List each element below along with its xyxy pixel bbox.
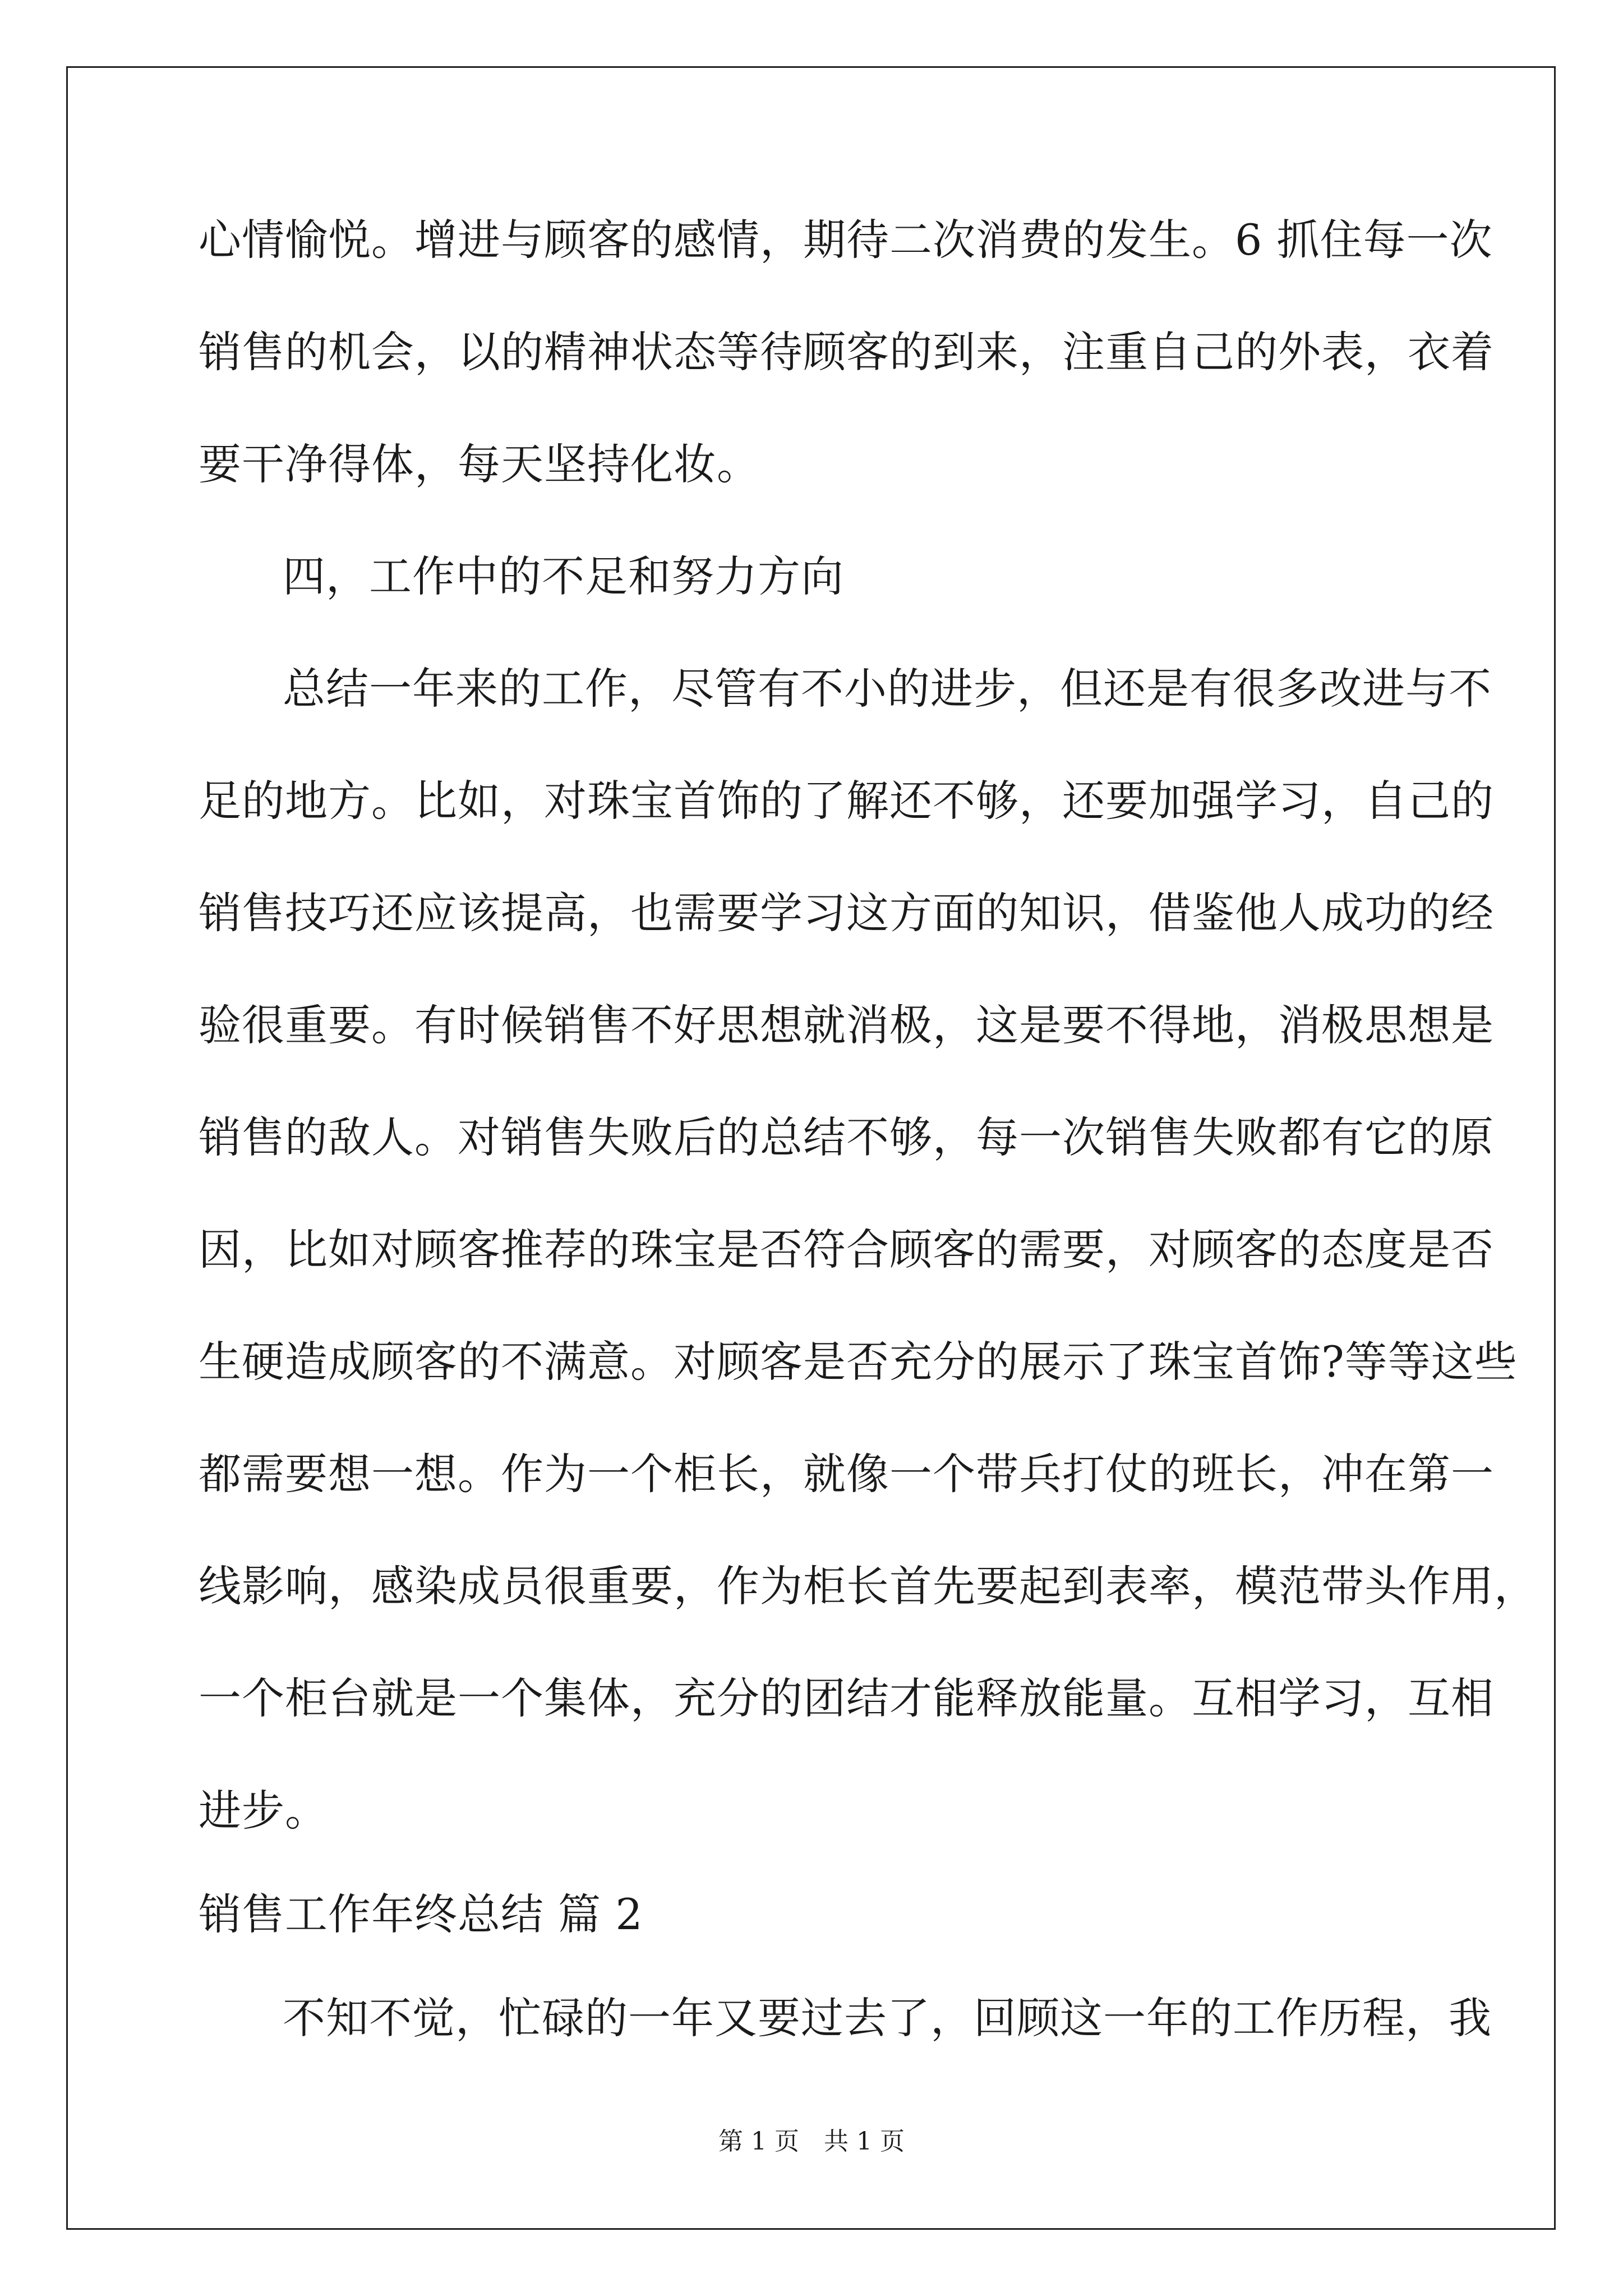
body-line: 销售的机会，以的精神状态等待顾客的到来，注重自己的外表，衣着 bbox=[199, 327, 1494, 377]
body-line: 要干净得体，每天坚持化妆。 bbox=[199, 439, 760, 489]
body-line: 销售的敌人。对销售失败后的总结不够，每一次销售失败都有它的原 bbox=[199, 1112, 1494, 1162]
body-line: 验很重要。有时候销售不好思想就消极，这是要不得地，消极思想是 bbox=[199, 1000, 1494, 1050]
body-line: 一个柜台就是一个集体，充分的团结才能释放能量。互相学习，互相 bbox=[199, 1673, 1494, 1723]
body-line: 进步。 bbox=[199, 1786, 328, 1835]
body-line: 不知不觉，忙碌的一年又要过去了，回顾这一年的工作历程，我 bbox=[283, 1993, 1492, 2043]
article-title: 销售工作年终总结 篇 2 bbox=[199, 1889, 643, 1939]
body-line: 心情愉悦。增进与顾客的感情，期待二次消费的发生。6 抓住每一次 bbox=[199, 215, 1493, 265]
body-line: 都需要想一想。作为一个柜长，就像一个带兵打仗的班长，冲在第一 bbox=[199, 1449, 1494, 1499]
section-heading: 四，工作中的不足和努力方向 bbox=[283, 551, 844, 601]
body-line: 足的地方。比如，对珠宝首饰的了解还不够，还要加强学习，自己的 bbox=[199, 776, 1494, 826]
body-line: 生硬造成顾客的不满意。对顾客是否充分的展示了珠宝首饰?等等这些 bbox=[199, 1337, 1518, 1387]
body-line: 总结一年来的工作，尽管有不小的进步，但还是有很多改进与不 bbox=[283, 664, 1492, 714]
body-line: 销售技巧还应该提高，也需要学习这方面的知识，借鉴他人成功的经 bbox=[199, 888, 1494, 938]
page-footer: 第 1 页 共 1 页 bbox=[718, 2127, 905, 2156]
body-line: 因，比如对顾客推荐的珠宝是否符合顾客的需要，对顾客的态度是否 bbox=[199, 1225, 1494, 1274]
body-line: 线影响，感染成员很重要，作为柜长首先要起到表率，模范带头作用， bbox=[199, 1561, 1537, 1611]
